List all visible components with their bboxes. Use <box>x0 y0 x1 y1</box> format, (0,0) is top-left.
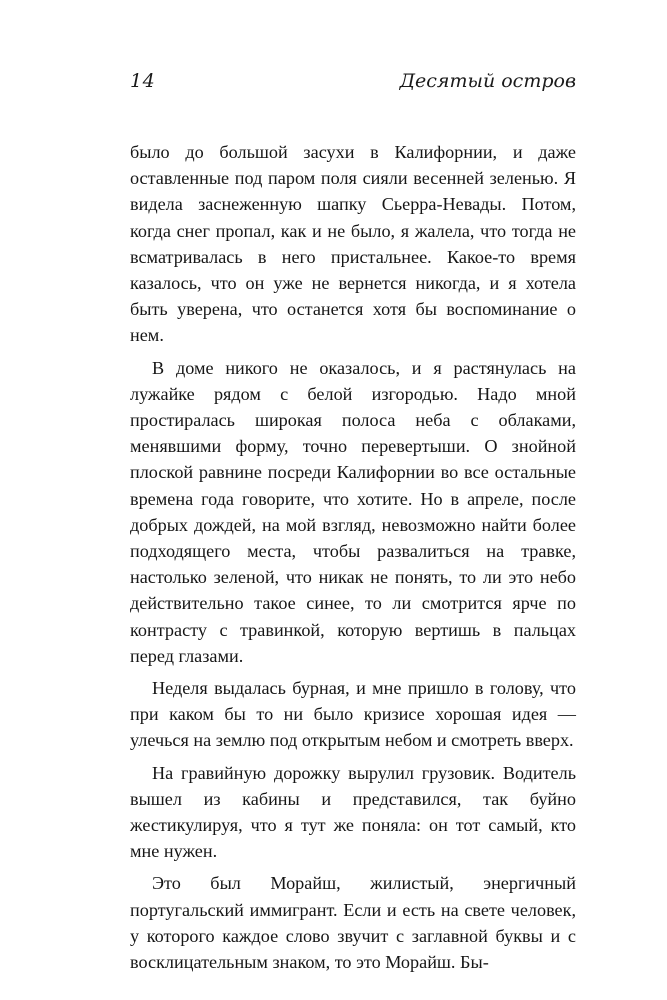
paragraph-2: В доме никого не оказалось, и я растянулась на лужайке рядом с белой изгородью. Надо мной простиралась широкая полоса неба с облаками, менявшими форму, точно перевертыши. О знойной плоской равнине посреди Калифорнии во все остальные времена года говорите, что хотите. Но в апреле, после добрых дождей, на мой взгляд, невозможно найти более подходящего места, чтобы развалиться на травке, настолько зеленой, что никак не понять, то ли это небо действительно такое синее, то ли смотрится ярче по контрасту с травинкой, которую вертишь в пальцах перед глазами. <box>130 357 576 666</box>
paragraph-5: Это был Морайш, жилистый, энергичный португальский иммигрант. Если и есть на свете человек, у которого каждое слово звучит с заглавной буквы и с восклицательным знаком, то это Морайш. Бы- <box>130 873 576 973</box>
running-title: Десятый остров <box>399 70 576 92</box>
running-head <box>130 70 576 100</box>
page-number: 14 <box>130 70 156 92</box>
text-body <box>130 139 576 975</box>
paragraph-4: На гравийную дорожку вырулил грузовик. Водитель вышел из кабины и представился, так буйно жестикулируя, что я тут же поняла: он тот самый, кто мне нужен. <box>130 762 576 862</box>
paragraph-1: было до большой засухи в Калифорнии, и даже оставленные под паром поля сияли весенней зеленью. Я видела заснеженную шапку Сьерра-Невады. Потом, когда снег пропал, как и не было, я жалела, что тогда не всматривалась в него пристальнее. Какое-то время казалось, что он уже не вернется никогда, и я хотела быть уверена, что останется хотя бы воспоминание о нем. <box>130 142 576 346</box>
paragraph-3: Неделя выдалась бурная, и мне пришло в голову, что при каком бы то ни было кризисе хорошая идея — улечься на землю под открытым небом и смотреть вверх. <box>130 678 576 751</box>
